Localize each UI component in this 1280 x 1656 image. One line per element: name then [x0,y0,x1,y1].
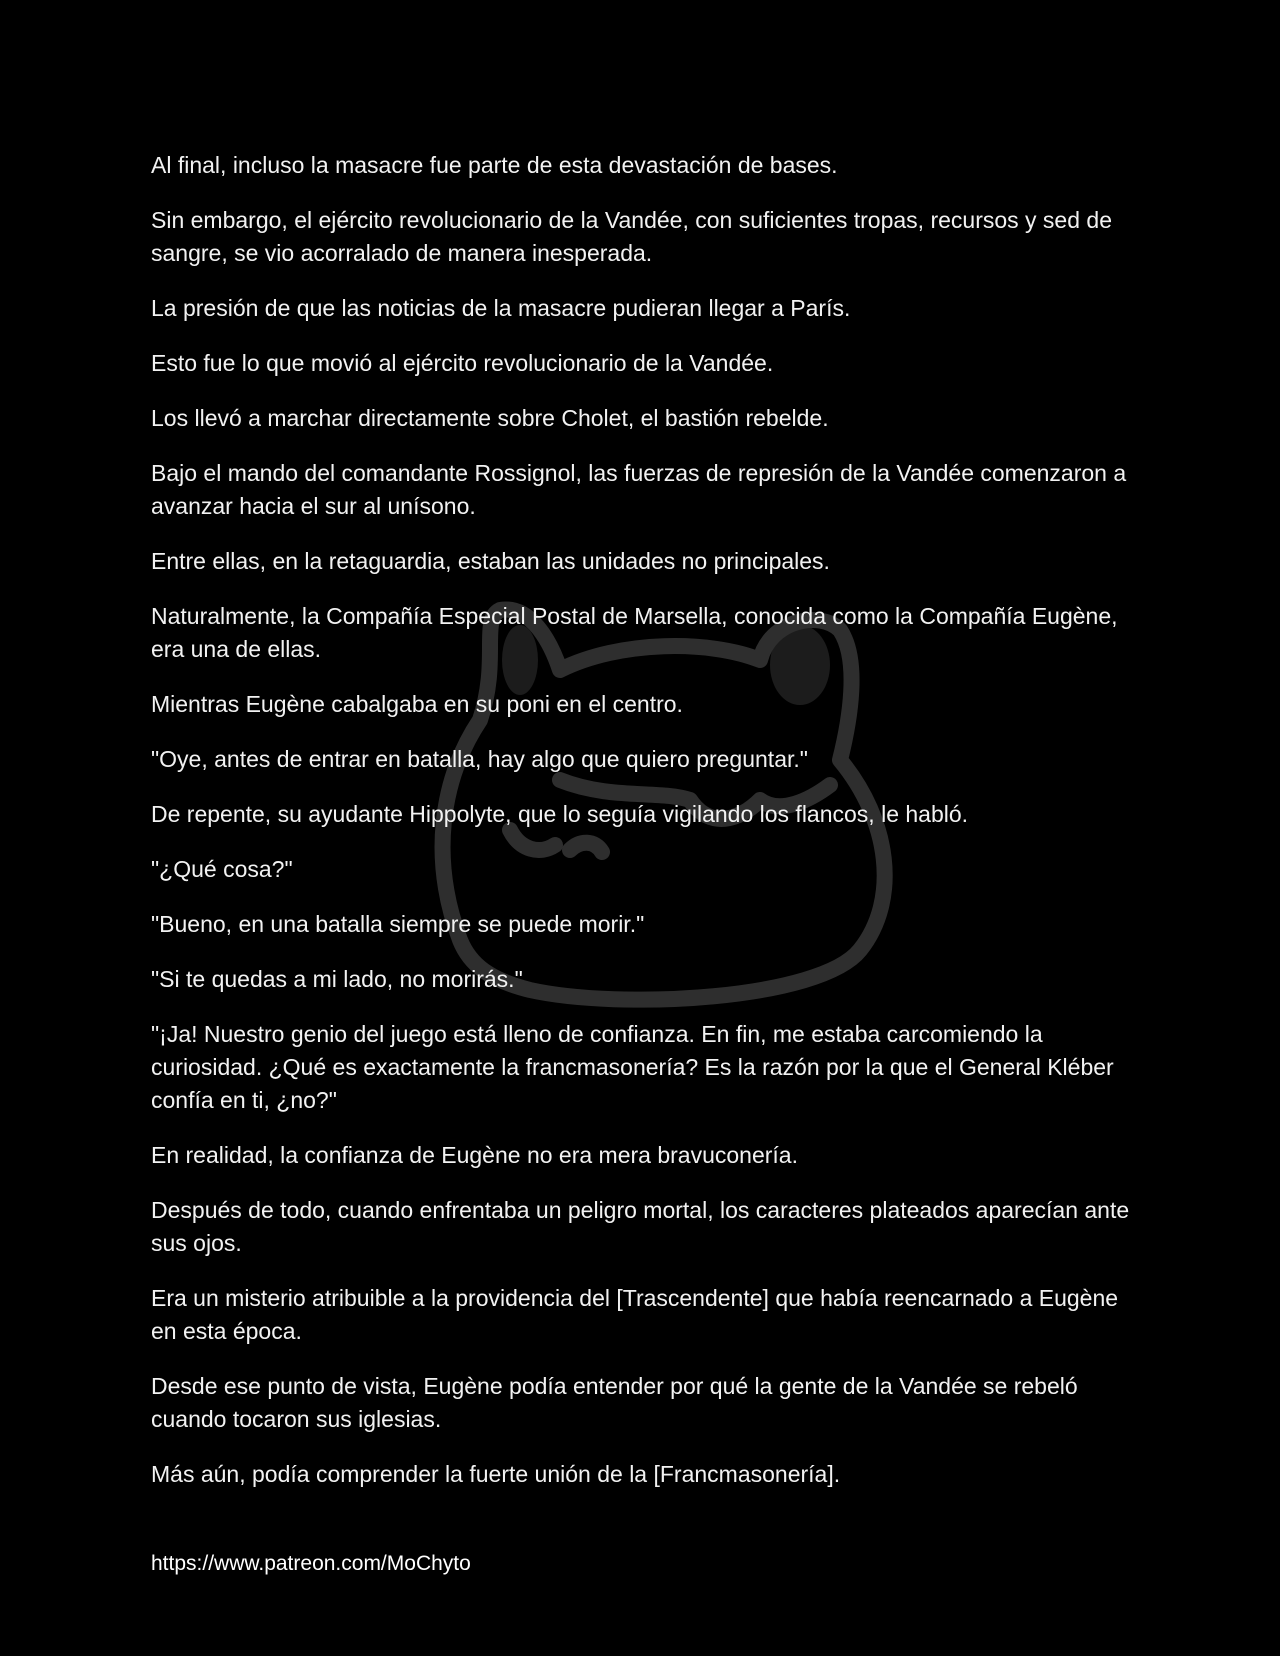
paragraph: Sin embargo, el ejército revolucionario de la Vandée, con suficientes tropas, recursos y sed de sangre, se vio acorralado de manera inesperada. [151,207,1112,266]
paragraph: Después de todo, cuando enfrentaba un peligro mortal, los caracteres plateados aparecían ante sus ojos. [151,1197,1130,1256]
story-text [151,149,1141,1513]
paragraph: Bajo el mando del comandante Rossignol, las fuerzas de represión de la Vandée comenzaron a avanzar hacia el sur al unísono. [151,460,1127,519]
paragraph: "¿Qué cosa?" [151,856,293,882]
paragraph: "Bueno, en una batalla siempre se puede morir." [151,911,645,937]
paragraph: Más aún, podía comprender la fuerte unión de la [Francmasonería]. [151,1461,841,1487]
paragraph: Esto fue lo que movió al ejército revolucionario de la Vandée. [151,350,774,376]
paragraph: Desde ese punto de vista, Eugène podía entender por qué la gente de la Vandée se rebeló cuando tocaron sus iglesias. [151,1373,1078,1432]
paragraph: Mientras Eugène cabalgaba en su poni en el centro. [151,691,683,717]
paragraph: "Si te quedas a mi lado, no morirás." [151,966,523,992]
paragraph: La presión de que las noticias de la masacre pudieran llegar a París. [151,295,851,321]
paragraph: Naturalmente, la Compañía Especial Postal de Marsella, conocida como la Compañía Eugène, era una de ellas. [151,603,1118,662]
paragraph: Al final, incluso la masacre fue parte de esta devastación de bases. [151,152,838,178]
paragraph: En realidad, la confianza de Eugène no era mera bravuconería. [151,1142,798,1168]
patreon-link[interactable]: https://www.patreon.com/MoChyto [151,1552,471,1575]
paragraph: "¡Ja! Nuestro genio del juego está lleno de confianza. En fin, me estaba carcomiendo la curiosidad. ¿Qué es exactamente la francmasonería? Es la razón por la que el General Kléber confía en ti, ¿no?" [151,1021,1114,1113]
paragraph: Los llevó a marchar directamente sobre Cholet, el bastión rebelde. [151,405,829,431]
paragraph: Era un misterio atribuible a la providencia del [Trascendente] que había reencarnado a Eugène en esta época. [151,1285,1119,1344]
paragraph: "Oye, antes de entrar en batalla, hay algo que quiero preguntar." [151,746,808,772]
paragraph: Entre ellas, en la retaguardia, estaban las unidades no principales. [151,548,830,574]
paragraph: De repente, su ayudante Hippolyte, que lo seguía vigilando los flancos, le habló. [151,801,969,827]
